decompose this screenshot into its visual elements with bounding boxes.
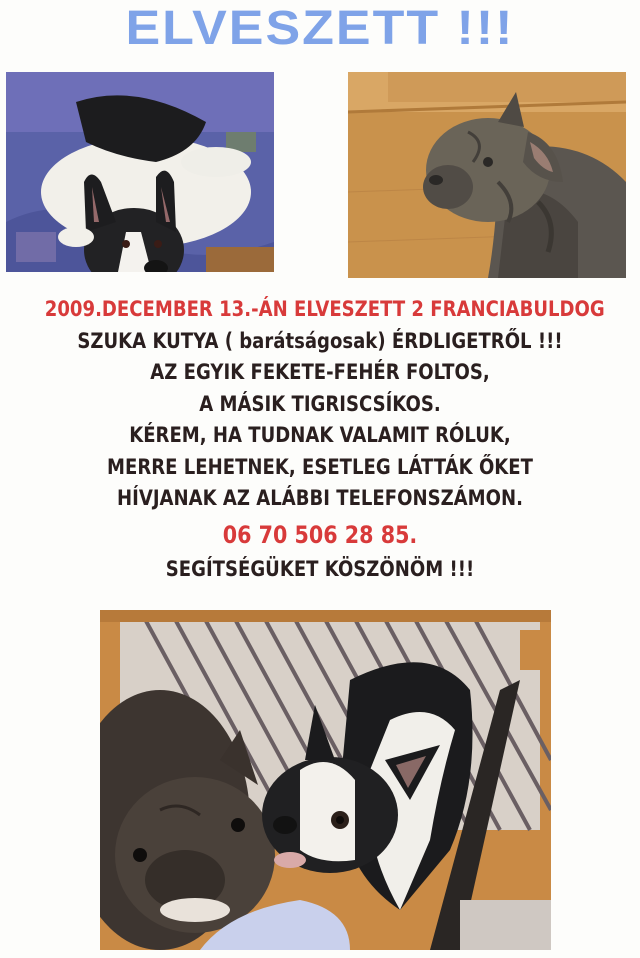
request-line: HÍVJANAK AZ ALÁBBI TELEFONSZÁMON. [117, 486, 523, 510]
two-bulldogs-photo [100, 610, 551, 950]
request-line: MERRE LEHETNEK, ESETLEG LÁTTÁK ŐKET [107, 454, 533, 479]
description-line: A MÁSIK TIGRISCSÍKOS. [199, 391, 441, 416]
announcement-text [44, 294, 605, 585]
phone-number: 06 70 506 28 85. [222, 520, 418, 549]
request-line: KÉREM, HA TUDNAK VALAMIT RÓLUK, [129, 423, 511, 447]
description-line: AZ EGYIK FEKETE-FEHÉR FOLTOS, [150, 360, 490, 384]
brindle-bulldog-photo [348, 72, 626, 278]
page-title: ELVESZETT !!! [125, 1, 515, 55]
description-line: SZUKA KUTYA ( barátságosak) ÉRDLIGETRŐL !!! [77, 328, 563, 353]
date-line: 2009.DECEMBER 13.-ÁN ELVESZETT 2 FRANCIABULDOG [44, 297, 605, 321]
thanks-line: SEGÍTSÉGÜKET KÖSZÖNÖM !!! [165, 556, 475, 581]
black-white-bulldog-photo [6, 72, 274, 272]
